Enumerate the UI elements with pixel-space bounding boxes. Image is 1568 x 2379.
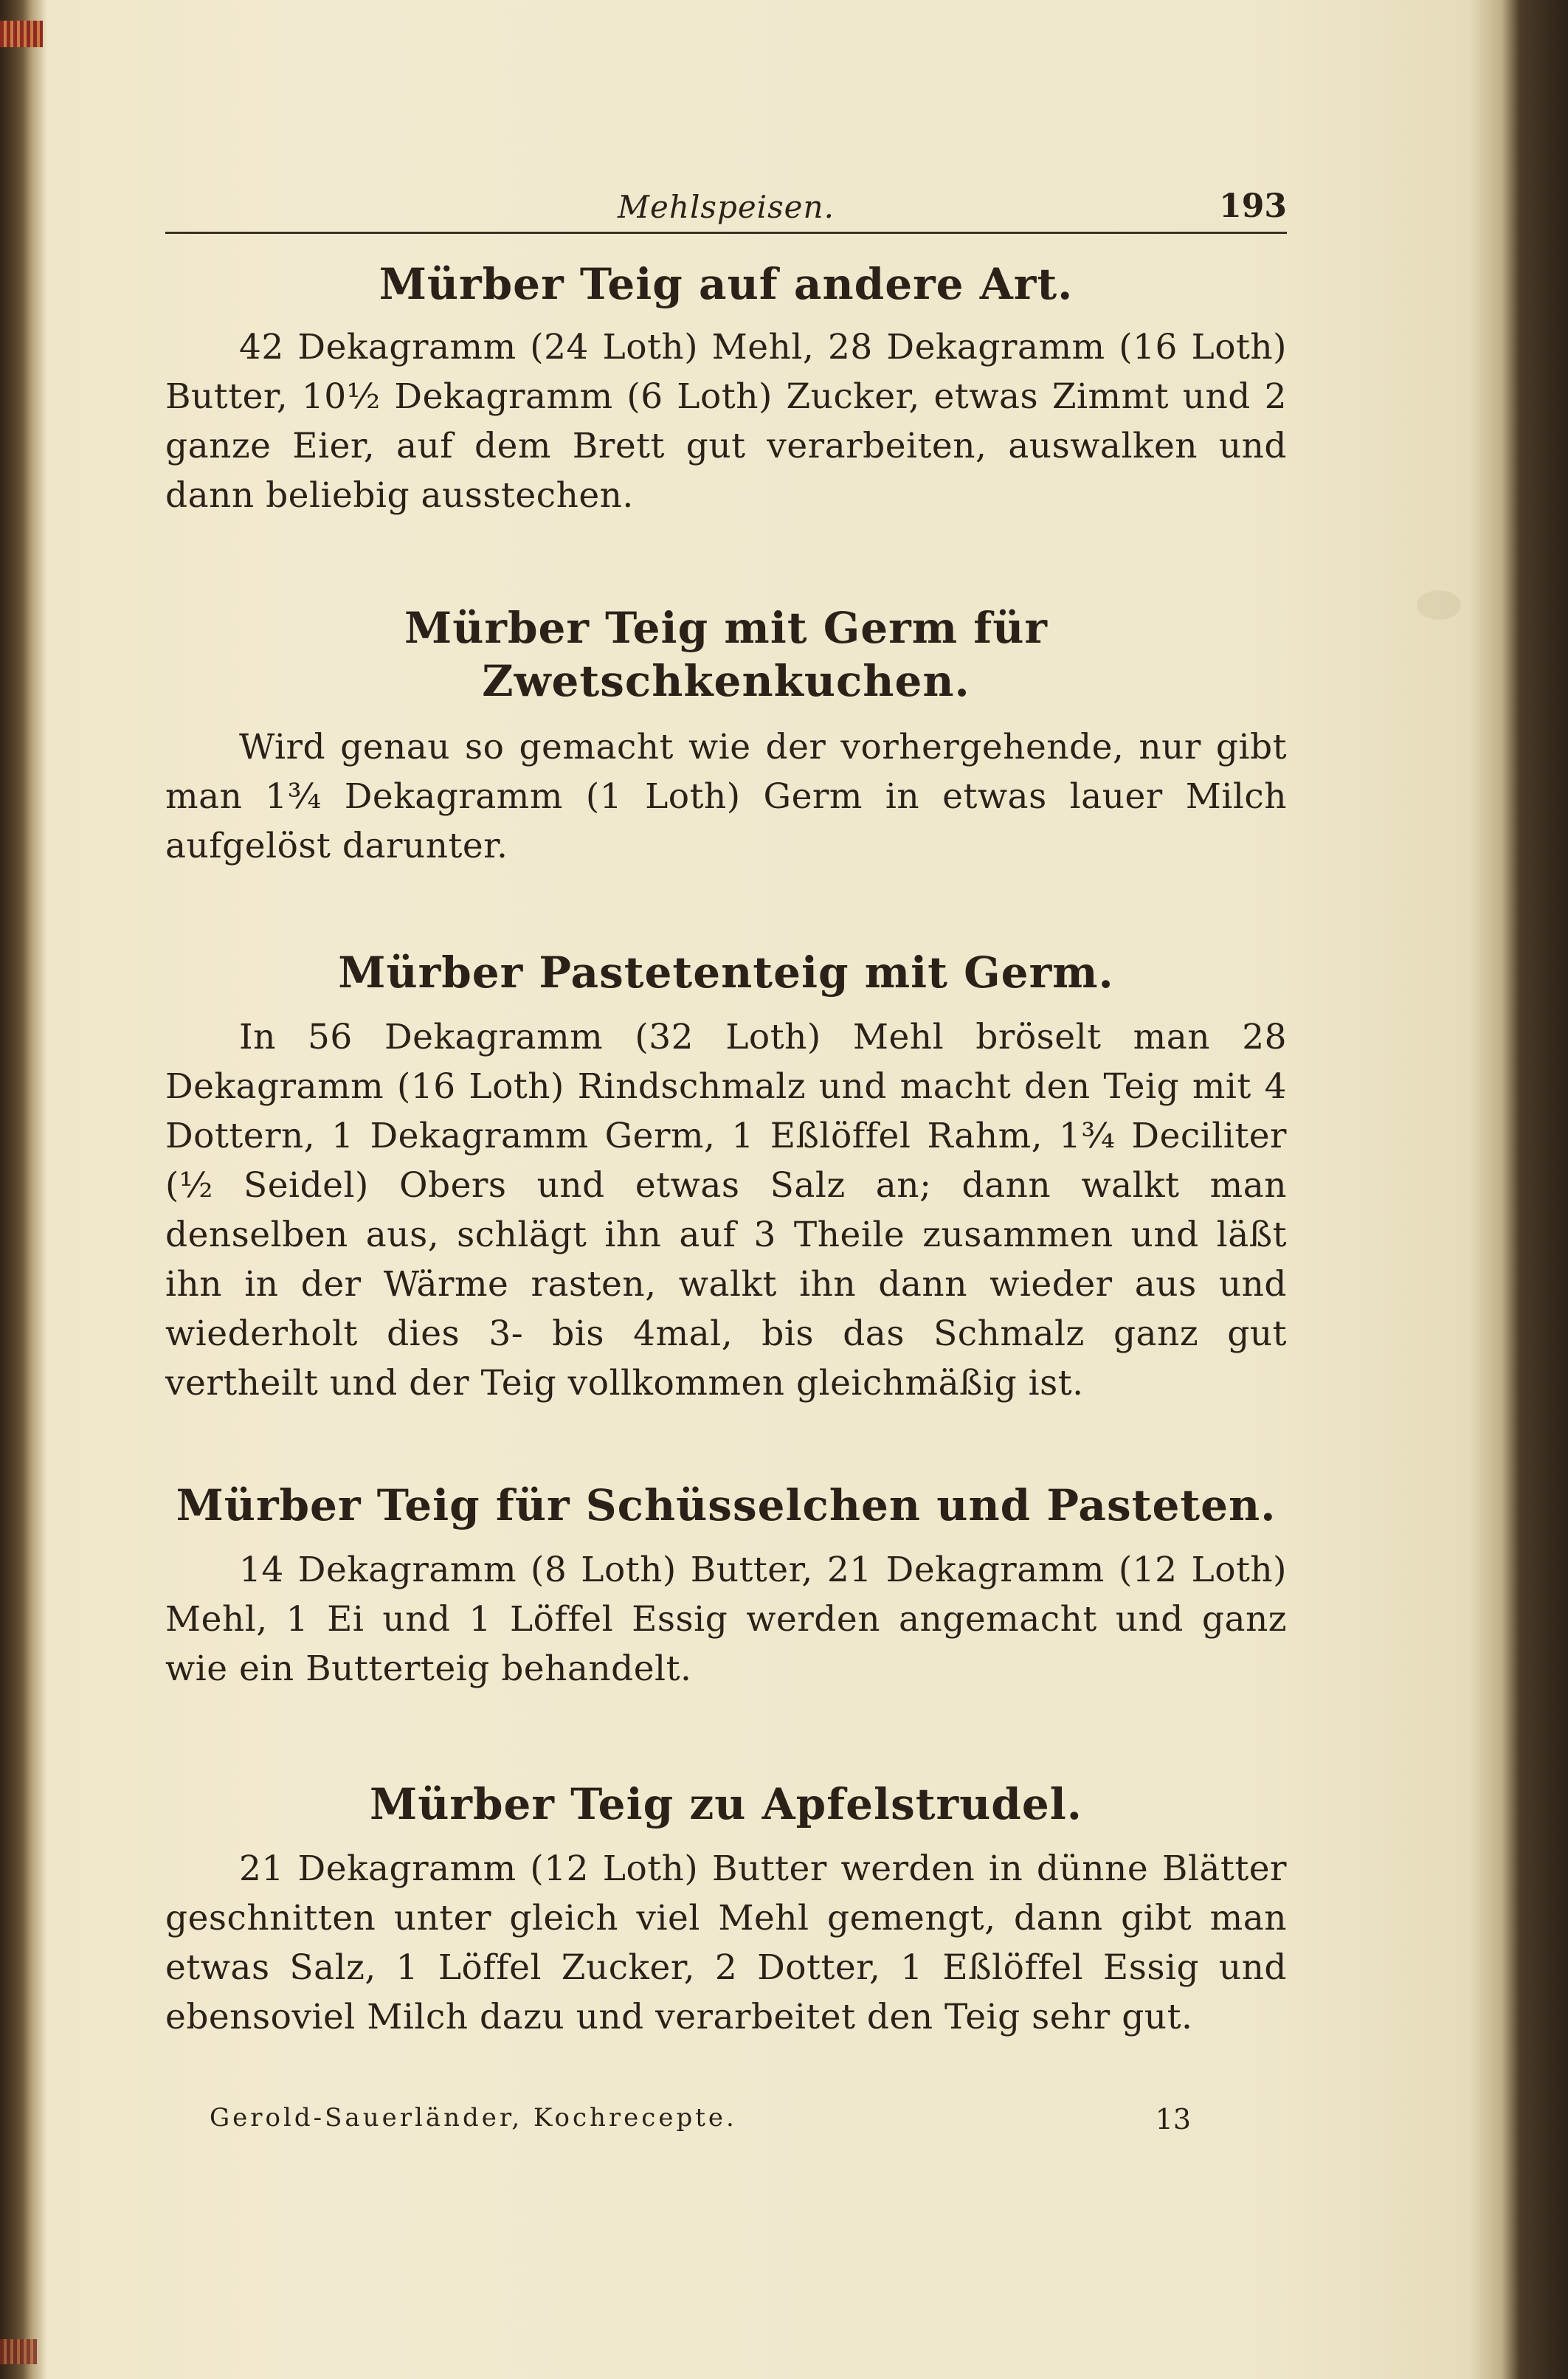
recipe-heading: Mürber Teig für Schüsselchen und Pasteten. [176,1480,1277,1530]
printer-signature: Gerold-Sauerländer, Kochrecepte. [210,2103,737,2133]
recipe-text: In 56 Dekagramm (32 Loth) Mehl bröselt man 28 Dekagramm (16 Loth) Rindschmalz und macht den Teig mit 4 Dottern, 1 Dekagramm Germ, 1 Eßlöffel Rahm, 1¾ Deciliter (½ Seidel) Obers und etwas Salz an; dann walkt man denselben aus, schlägt ihn auf 3 Theile zusammen und läßt ihn in der Wärme rasten, walkt ihn dann wieder aus und wiederholt dies 3- bis 4mal, bis das Schmalz ganz gut vertheilt und der Teig vollkommen gleichmäßig ist. [165,1017,1287,1403]
book-page [165,184,1287,2133]
binding-thread-top [0,21,43,47]
recipe-muerber-teig-germ-zwetschken [165,585,1287,871]
recipe-apfelstrudel [165,1761,1287,2042]
recipe-heading: Mürber Teig mit Germ für Zwetschkenkuchen. [404,603,1048,706]
binding-thread-bottom [0,2339,37,2364]
recipe-muerber-teig-andere-art [165,234,1287,520]
recipe-heading: Mürber Teig zu Apfelstrudel. [370,1779,1082,1829]
binding-shadow [0,0,30,2379]
page-footer [165,2103,1287,2140]
recipe-pastetenteig-germ [165,930,1287,1408]
signature-number: 13 [1155,2103,1191,2135]
page-number: 193 [1219,187,1287,225]
recipe-text: 14 Dekagramm (8 Loth) Butter, 21 Dekagramm (12 Loth) Mehl, 1 Ei und 1 Löffel Essig werden angemacht und ganz wie ein Butterteig behandelt. [165,1550,1287,1689]
running-head [165,184,1287,234]
recipe-heading: Mürber Pastetenteig mit Germ. [338,947,1114,998]
recipe-text: Wird genau so gemacht wie der vorhergehende, nur gibt man 1¾ Dekagramm (1 Loth) Germ in etwas lauer Milch aufgelöst darunter. [165,727,1287,866]
recipe-text: 21 Dekagramm (12 Loth) Butter werden in dünne Blätter geschnitten unter gleich viel Mehl gemengt, dann gibt man etwas Salz, 1 Löffel Zucker, 2 Dotter, 1 Eßlöffel Essig und ebensoviel Milch dazu und verarbeitet den Teig sehr gut. [165,1848,1287,2037]
running-head-title: Mehlspeisen. [618,189,835,225]
recipe-text: 42 Dekagramm (24 Loth) Mehl, 28 Dekagramm (16 Loth) Butter, 10½ Dekagramm (6 Loth) Zucker, etwas Zimmt und 2 ganze Eier, auf dem Brett gut verarbeiten, auswalken und dann beliebig ausstechen. [165,327,1287,516]
paper-stain [1417,590,1461,620]
recipe-heading: Mürber Teig auf andere Art. [379,259,1074,309]
recipe-schuesselchen-pasteten [165,1463,1287,1693]
